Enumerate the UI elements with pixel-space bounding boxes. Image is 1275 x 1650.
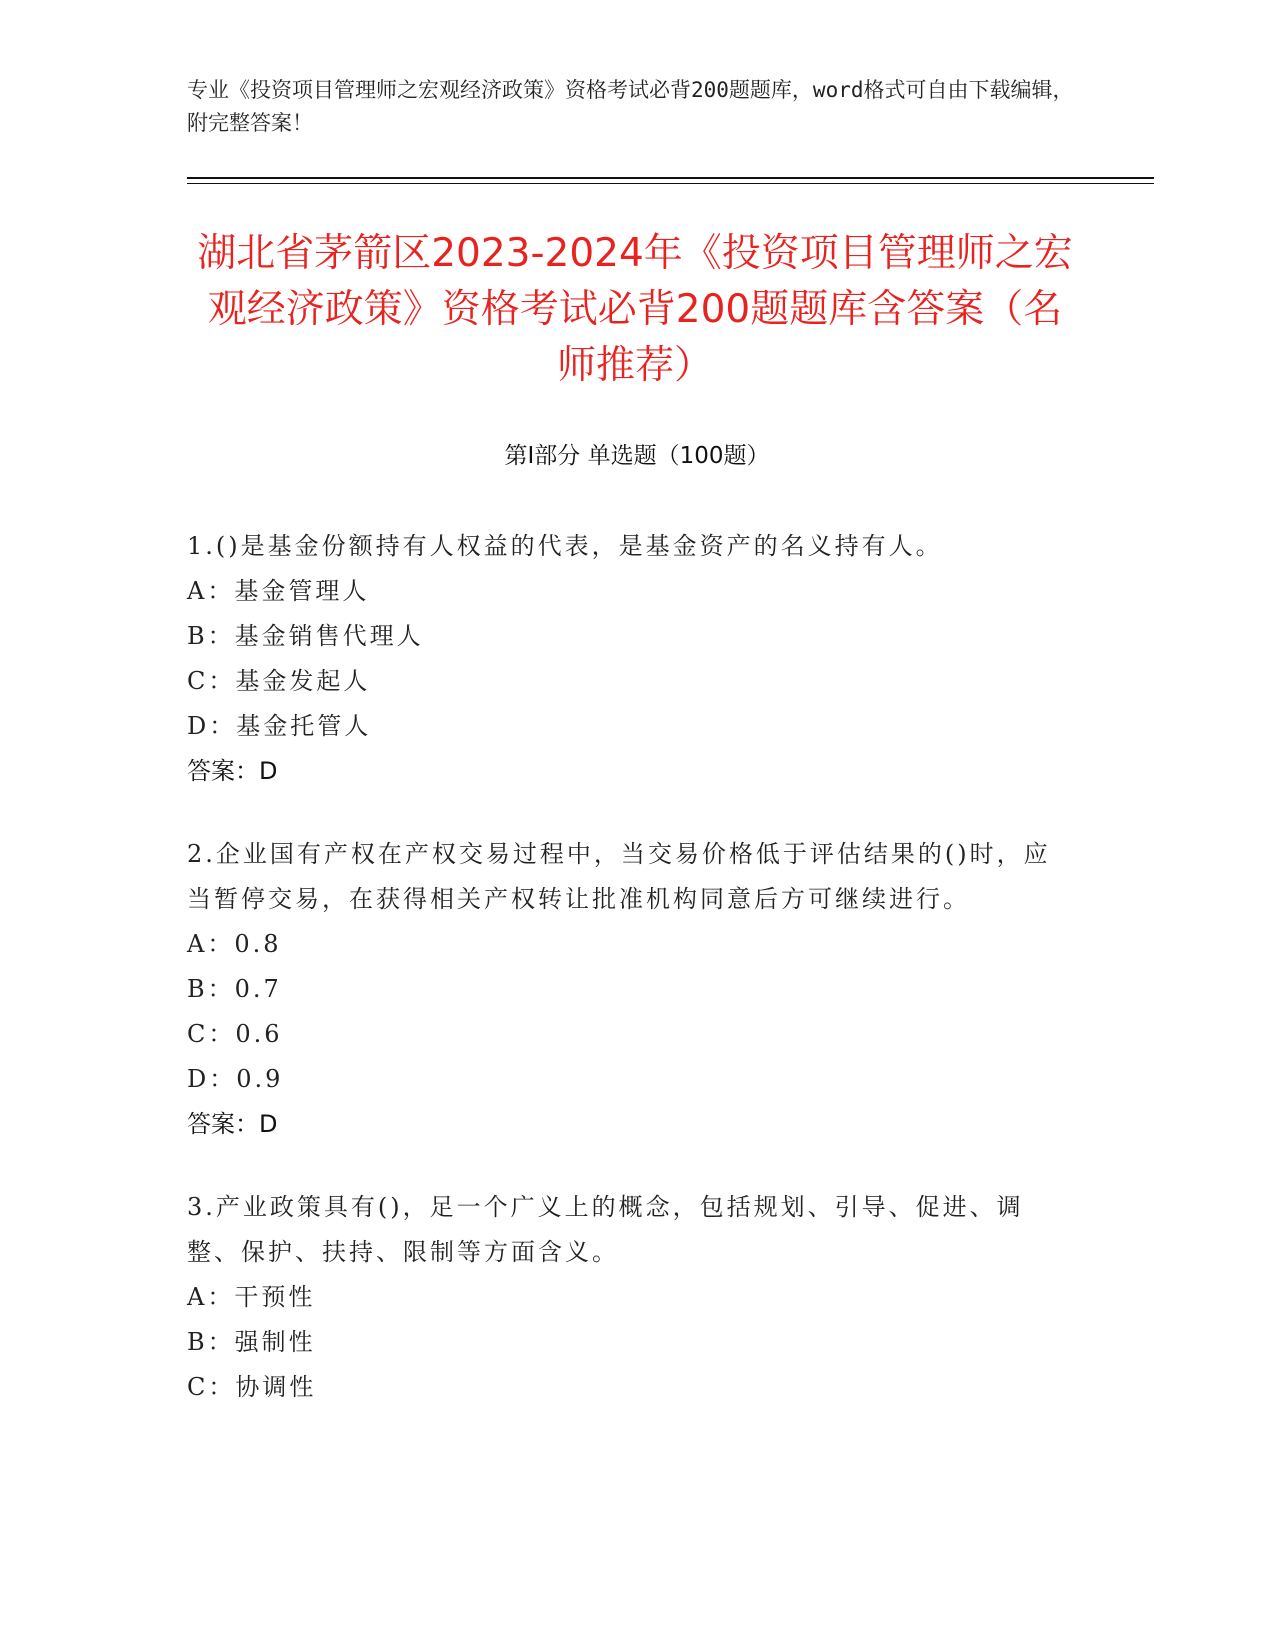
option-a: A：干预性 <box>187 1283 316 1311</box>
question-2 <box>187 832 1067 1147</box>
option-c: C：协调性 <box>187 1373 317 1401</box>
option-c: C：基金发起人 <box>187 667 371 695</box>
answer: 答案：D <box>187 1110 278 1138</box>
question-stem: 2.企业国有产权在产权交易过程中，当交易价格低于评估结果的()时，应当暂停交易，在获得相关产权转让批准机构同意后方可继续进行。 <box>187 840 1051 913</box>
option-b: B：0.7 <box>187 975 282 1003</box>
header-divider-thin <box>187 183 1154 184</box>
answer: 答案：D <box>187 757 278 785</box>
option-a: A：基金管理人 <box>187 577 370 605</box>
option-b: B：基金销售代理人 <box>187 622 424 650</box>
option-a: A：0.8 <box>187 930 282 958</box>
question-1 <box>187 524 1067 794</box>
option-d: D：0.9 <box>187 1065 284 1093</box>
question-stem: 3.产业政策具有()，足一个广义上的概念，包括规划、引导、促进、调整、保护、扶持、限制等方面含义。 <box>187 1193 1024 1266</box>
question-list <box>187 524 1067 1448</box>
option-d: D：基金托管人 <box>187 712 372 740</box>
option-c: C：0.6 <box>187 1020 283 1048</box>
section-heading: 第I部分 单选题（100题） <box>504 443 770 469</box>
question-stem: 1.()是基金份额持有人权益的代表，是基金资产的名义持有人。 <box>187 532 943 560</box>
document-title: 湖北省茅箭区2023-2024年《投资项目管理师之宏观经济政策》资格考试必背200题题库含答案（名师推荐） <box>197 231 1073 388</box>
question-3 <box>187 1185 1067 1410</box>
header-note: 专业《投资项目管理师之宏观经济政策》资格考试必背200题题库，word格式可自由下载编辑，附完整答案！ <box>187 78 1074 135</box>
option-b: B：强制性 <box>187 1328 316 1356</box>
header-divider-thick <box>187 177 1154 179</box>
